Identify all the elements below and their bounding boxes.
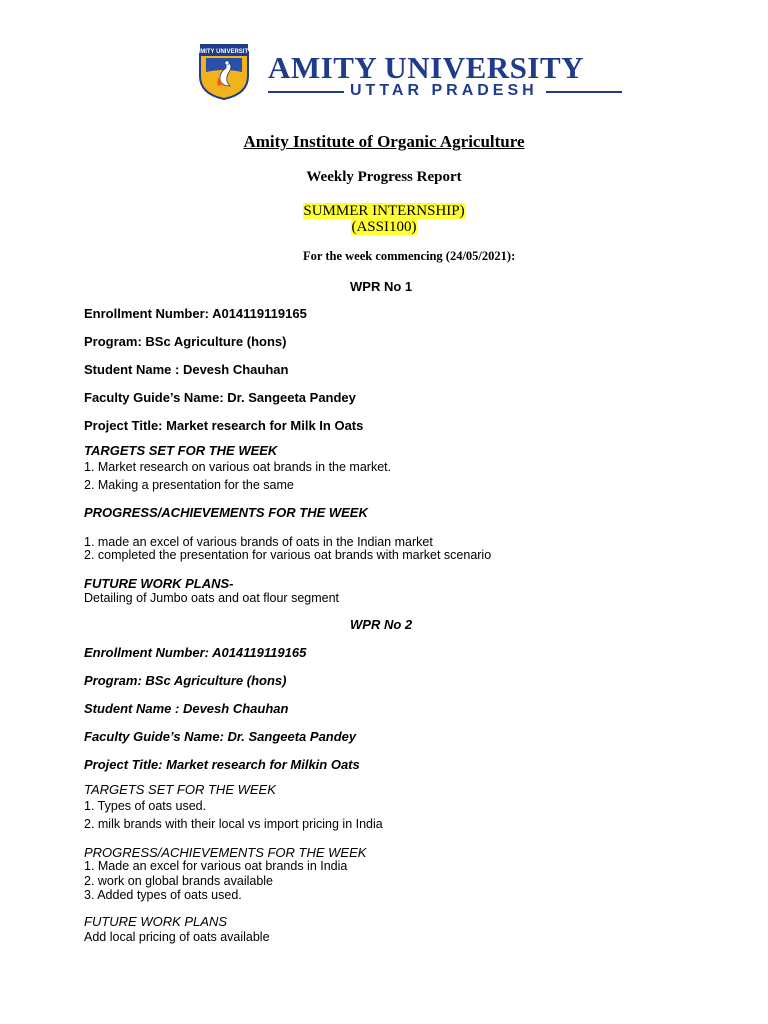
wpr1-enrollment: Enrollment Number: A014119119165 xyxy=(84,306,307,321)
institute-title: Amity Institute of Organic Agriculture xyxy=(243,132,525,151)
wpr1-progress-item: 1. made an excel of various brands of oats in the Indian market xyxy=(84,535,433,549)
wpr2-project: Project Title: Market research for Milkin Oats xyxy=(84,757,360,772)
wpr2-program: Program: BSc Agriculture (hons) xyxy=(84,673,287,688)
wpr1-future-heading: FUTURE WORK PLANS- xyxy=(84,576,234,591)
amity-crest-logo xyxy=(196,42,252,100)
wpr2-progress-item: 3. Added types of oats used. xyxy=(84,888,242,902)
week-commencing: For the week commencing (24/05/2021): xyxy=(303,249,516,263)
wpr2-target-item: 2. milk brands with their local vs import pricing in India xyxy=(84,817,383,831)
header-rule-left xyxy=(268,91,344,93)
program-title-line2-text: (ASSI100) xyxy=(351,219,417,235)
program-title-line1-text: SUMMER INTERNSHIP) xyxy=(303,203,465,219)
wpr1-future-text: Detailing of Jumbo oats and oat flour segment xyxy=(84,591,340,605)
svg-text:AMITY UNIVERSITY: AMITY UNIVERSITY xyxy=(196,49,252,55)
university-location: UTTAR PRADESH xyxy=(350,82,538,99)
wpr1-student: Student Name : Devesh Chauhan xyxy=(84,362,289,377)
wpr1-heading: WPR No 1 xyxy=(350,279,413,294)
wpr2-target-item: 1. Types of oats used. xyxy=(84,799,207,813)
university-name: AMITY UNIVERSITY xyxy=(268,50,585,85)
wpr1-progress-item: 2. completed the presentation for various oat brands with market scenario xyxy=(84,548,492,562)
program-title-line1 xyxy=(0,203,768,220)
wpr1-faculty: Faculty Guide’s Name: Dr. Sangeeta Pandey xyxy=(84,390,356,405)
wpr2-progress-heading: PROGRESS/ACHIEVEMENTS FOR THE WEEK xyxy=(84,845,367,860)
program-title-line2 xyxy=(0,219,768,236)
wpr2-heading: WPR No 2 xyxy=(350,617,413,632)
wpr2-enrollment: Enrollment Number: A014119119165 xyxy=(84,645,307,660)
wpr1-progress-heading: PROGRESS/ACHIEVEMENTS FOR THE WEEK xyxy=(84,505,368,520)
wpr1-program: Program: BSc Agriculture (hons) xyxy=(84,334,287,349)
wpr2-student: Student Name : Devesh Chauhan xyxy=(84,701,289,716)
wpr1-target-item: 1. Market research on various oat brands in the market. xyxy=(84,460,392,474)
header-rule-right xyxy=(546,91,622,93)
wpr2-progress-item: 2. work on global brands available xyxy=(84,874,274,888)
wpr2-progress-item: 1. Made an excel for various oat brands in India xyxy=(84,859,348,873)
wpr2-future-text: Add local pricing of oats available xyxy=(84,930,270,944)
wpr2-targets-heading: TARGETS SET FOR THE WEEK xyxy=(84,782,276,797)
wpr2-faculty: Faculty Guide’s Name: Dr. Sangeeta Pandey xyxy=(84,729,357,744)
wpr1-target-item: 2. Making a presentation for the same xyxy=(84,478,294,492)
wpr1-project: Project Title: Market research for Milk In Oats xyxy=(84,418,364,433)
wpr1-targets-heading: TARGETS SET FOR THE WEEK xyxy=(84,443,278,458)
report-title: Weekly Progress Report xyxy=(306,169,462,185)
wpr2-future-heading: FUTURE WORK PLANS xyxy=(84,914,228,929)
